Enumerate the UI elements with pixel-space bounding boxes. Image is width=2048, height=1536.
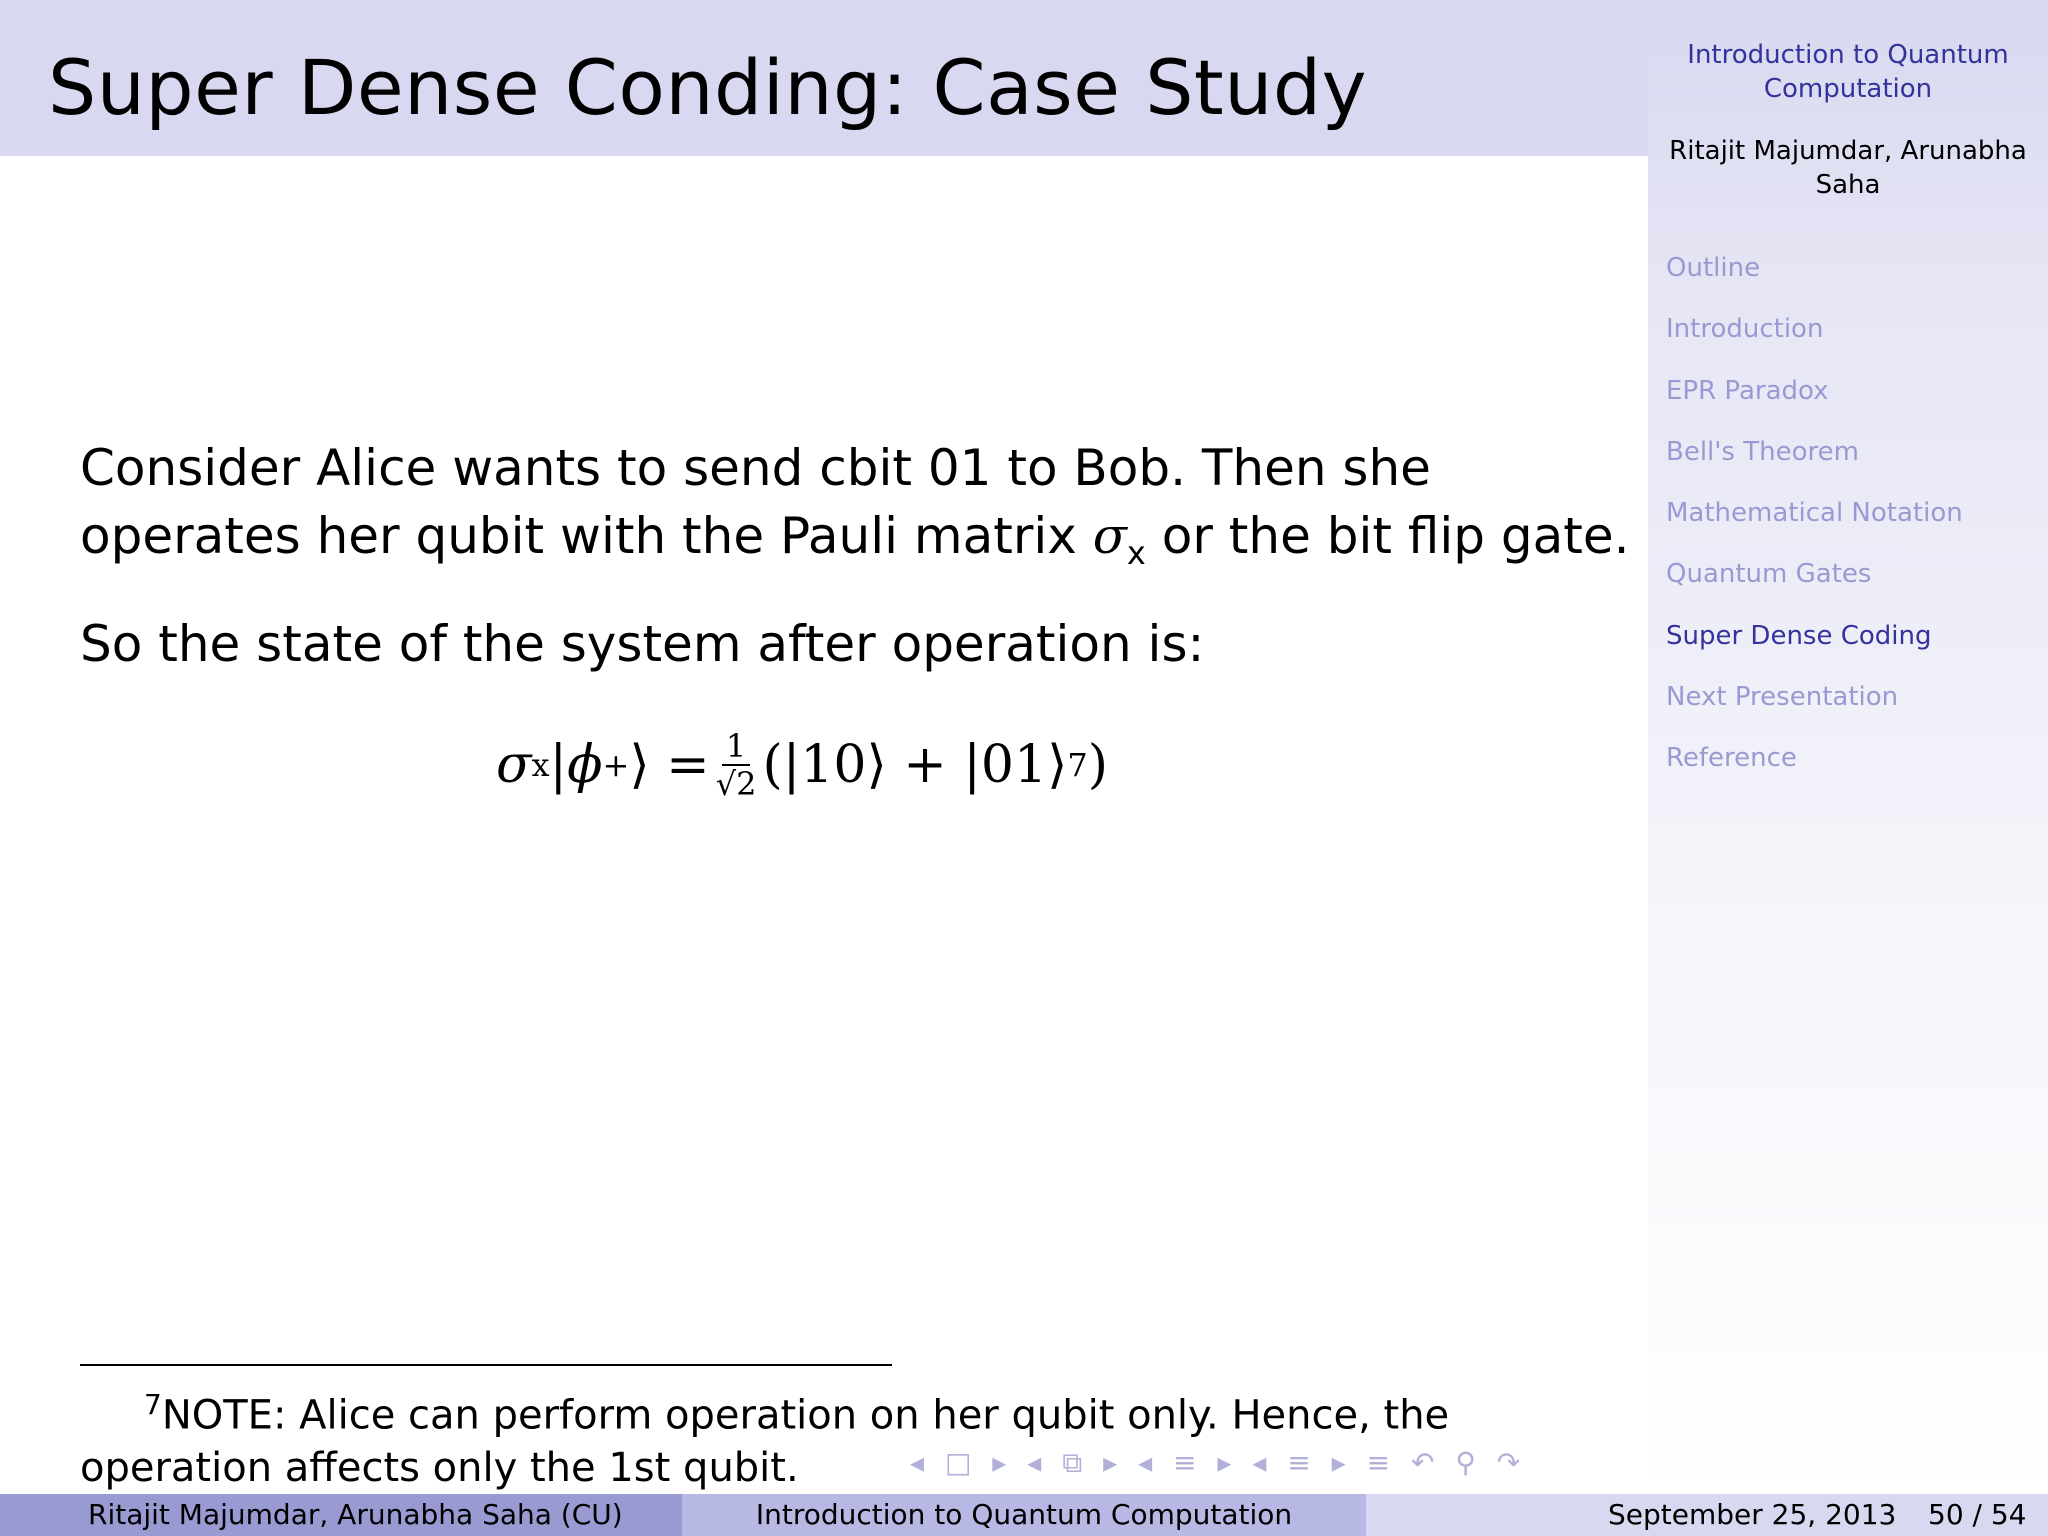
beamer-navigation-icons[interactable]: ◂ □ ▸ ◂ ⧉ ▸ ◂ ≡ ▸ ◂ ≡ ▸ ≡ ↶ ⚲ ↷ — [910, 1446, 1527, 1479]
state-equation: σ x | ϕ + ⟩ = $\frac{1}{√2}$ (|10⟩ + |01⟩ 7 ) — [496, 727, 1109, 803]
sidebar-item-mathematical-notation[interactable]: Mathematical Notation — [1666, 498, 1963, 529]
paragraph-state: So the state of the system after operation is: — [80, 615, 1205, 673]
sidebar-item-reference[interactable]: Reference — [1666, 743, 1797, 774]
footer-date: September 25, 2013 — [1608, 1498, 1897, 1531]
sidebar-item-super-dense-coding[interactable]: Super Dense Coding — [1666, 620, 1932, 651]
footer-right — [1366, 1494, 2048, 1536]
sidebar-item-epr-paradox[interactable]: EPR Paradox — [1666, 375, 1829, 406]
footer-title: Introduction to Quantum Computation — [682, 1494, 1366, 1536]
footnote: $^7$NOTE: Alice can perform operation on her qubit only. Hence, the operation affects only the 1st qubit. — [80, 1388, 1450, 1492]
sidebar-item-next-presentation[interactable]: Next Presentation — [1666, 682, 1899, 713]
footer-page-number: 50 / 54 — [1928, 1498, 2027, 1531]
footnote-divider — [80, 1364, 892, 1366]
sidebar-item-introduction[interactable]: Introduction — [1666, 314, 1824, 345]
slide-header — [0, 0, 1648, 156]
sidebar-presentation-title[interactable]: Introduction to Quantum Computation — [1687, 40, 2009, 104]
paragraph-alice: Consider Alice wants to send cbit 01 to Bob. Then she operates her qubit with the Pauli matrix $\sigma_x$ or the bit flip gate. — [80, 439, 1630, 572]
sidebar-item-quantum-gates[interactable]: Quantum Gates — [1666, 559, 1872, 590]
slide-title: Super Dense Conding: Case Study — [48, 43, 1368, 132]
sidebar — [1648, 0, 2048, 1494]
fraction: $\frac{1}{√2}$ — [715, 727, 757, 803]
footer-author: Ritajit Majumdar, Arunabha Saha (CU) — [0, 1494, 682, 1536]
sidebar-item-bells-theorem[interactable]: Bell's Theorem — [1666, 436, 1859, 467]
sidebar-item-outline[interactable]: Outline — [1666, 253, 1761, 283]
footnote-marker[interactable]: 7 — [1067, 746, 1088, 784]
slide-footer — [0, 1494, 2048, 1536]
sidebar-nav — [1666, 250, 1963, 802]
sidebar-authors: Ritajit Majumdar, Arunabha Saha — [1669, 136, 2027, 200]
